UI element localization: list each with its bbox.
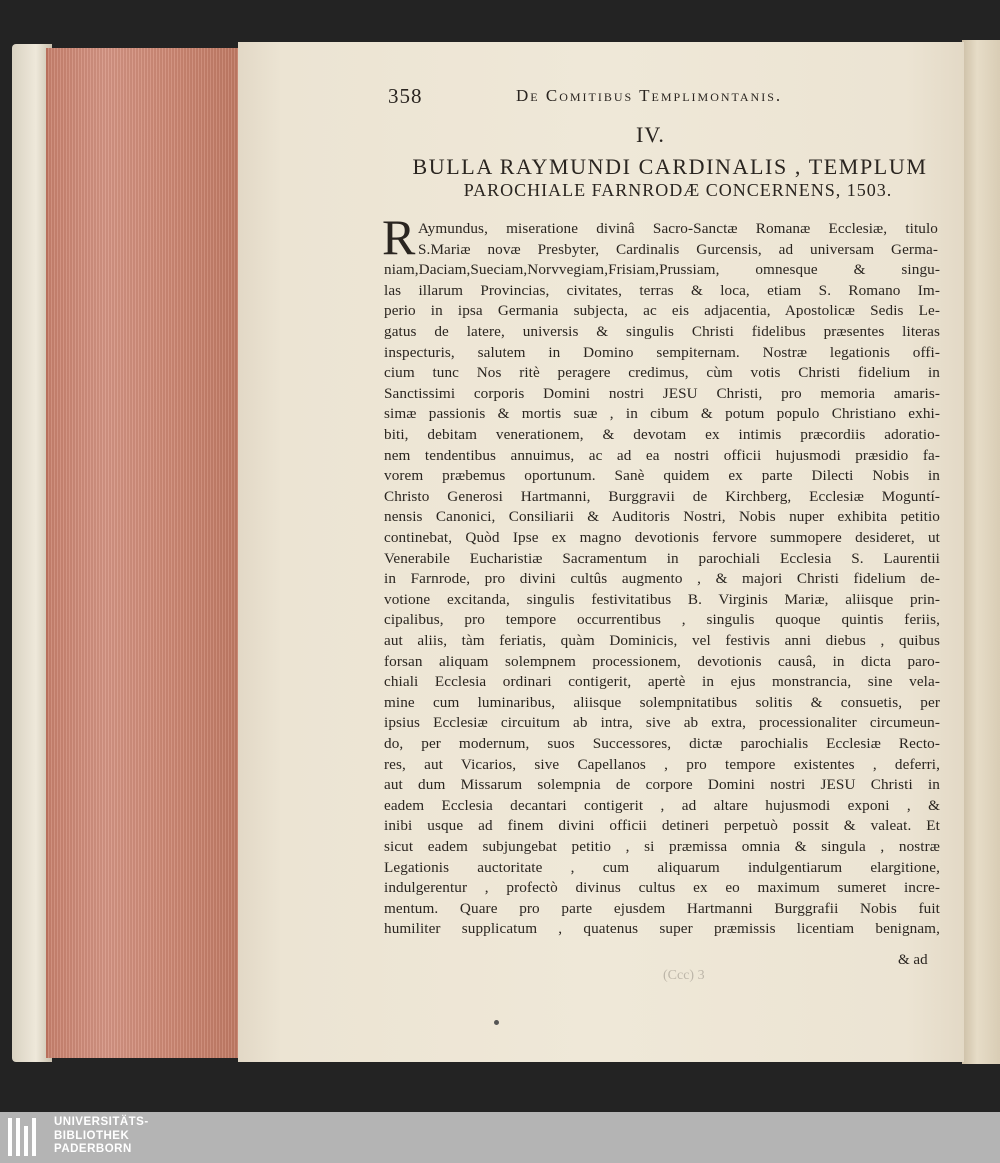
text-line: Christo Generosi Hartmanni, Burggravii de Kirchberg, Ecclesiæ Moguntí- [384,487,940,505]
facing-page-edge [962,40,1000,1064]
running-title: De Comitibus Templimontanis. [516,86,783,105]
signature-mark: (Ccc) 3 [663,968,705,983]
text-line: Aymundus, miseratione divinâ Sacro-Sanctæ Romanæ Ecclesiæ, titulo [418,220,938,237]
text-line: Legationis auctoritate , cum aliquarum indulgentiarum elargitione, [384,858,940,876]
text-line: perio in ipsa Germania subjecta, ac eis adjacentia, Apostolicæ Sedis Le- [384,302,940,320]
text-line: mine cum luminaribus, aliisque solempnitatibus solitis & consuetis, per [384,693,940,711]
text-line: in Farnrode, pro divini cultûs augmento , & majori Christi fidelium de- [384,570,940,588]
text-line: nem tendentibus annuimus, ac ad ea nostri officii hujusmodi præsidio fa- [384,446,940,464]
drop-cap: R [382,209,416,265]
text-line: indulgerentur , profectò divinus cultus ex eo maximum sumeret incre- [384,879,940,897]
text-line: aut dum Missarum solempnia de corpore Domini nostri JESU Christi in [384,776,940,794]
text-line: do, per modernum, suos Successores, dictæ parochialis Ecclesiæ Recto- [384,735,940,752]
text-line: inspecturis, salutem in Domino sempiternam. Nostræ legationis offi- [384,343,940,361]
text-line: continebat, Quòd Ipse ex magno devotionis fervore summopere desideret, ut [384,529,940,546]
library-logo-icon [8,1118,44,1156]
text-line: vorem præbemus oportunum. Sanè quidem ex parte Dilecti Nobis in [384,467,940,485]
text-line: aut aliis, tàm feriatis, quàm Dominicis, vel festivis anni diebus , quibus [384,632,940,649]
text-line: niam,Daciam,Sueciam,Norvvegiam,Frisiam,Prussiam, omnesque & singu- [384,261,940,279]
catchword: & ad [898,952,928,968]
text-line: ipsius Ecclesiæ circuitum ab intra, sive ab extra, processionaliter circumeun- [384,714,940,732]
text-line: mentum. Quare pro parte ejusdem Hartmanni Burggrafii Nobis fuit [384,899,940,917]
text-line: chiali Ecclesia ordinari contigerit, apertè in ejus monstrancia, sine vela- [384,673,940,691]
body-text [238,42,964,1002]
text-line: biti, debitam venerationem, & devotam ex intimis præcordiis adoratio- [384,426,940,443]
text-line: S.Mariæ novæ Presbyter, Cardinalis Gurcensis, ad universam Germa- [418,240,938,258]
page-number: 358 [388,84,423,108]
library-name-line: UNIVERSITÄTS- [54,1116,149,1128]
section-number: IV. [636,122,665,147]
library-footer-bar [0,1112,1000,1163]
text-line: Sanctissimi corporis Domini nostri JESU Christi, pro memoria amaris- [384,384,940,402]
library-name [54,1116,149,1157]
text-line: Venerabile Eucharistiæ Sacramentum in parochiali Ecclesia S. Laurentii [384,549,940,567]
library-name-line: PADERBORN [54,1143,132,1155]
text-line: las illarum Provincias, civitates, terras & loca, etiam S. Romano Im- [384,281,940,299]
text-line: cium tunc Nos ritè peragere credimus, cùm votis Christi fidelium in [384,364,940,382]
text-line: inibi usque ad finem divini officii detineri perpetuò possit & valeat. Et [384,817,940,835]
document-subheading: PAROCHIALE FARNRODÆ CONCERNENS, 1503. [463,180,893,200]
text-line: nensis Canonici, Consiliarii & Auditoris Nostri, Nobis nuper exhibita petitio [384,508,940,526]
text-line: sicut eadem subjungebat petitio , si præmissa omnia & singula , nostræ [384,838,940,855]
library-name-line: BIBLIOTHEK [54,1129,130,1142]
text-line: eadem Ecclesia decantari contigerit , ad altare hujusmodi exponi , & [384,796,940,814]
text-line: simæ passionis & mortis suæ , in cibum & potum populo Christiano exhi- [384,405,940,423]
text-line: gatus de latere, universis & singulis Christi fidelibus præsentes literas [384,323,940,340]
text-line: votione excitanda, singulis festivitatibus B. Virginis Mariæ, aliisque prin- [384,590,940,608]
page-block-fore-edge [46,48,240,1058]
text-line: cipalibus, pro tempore occurrentibus , singulis quoque quintis feriis, [384,611,940,629]
document-heading: BULLA RAYMUNDI CARDINALIS , TEMPLUM [412,154,928,179]
page-speck [494,1020,499,1025]
text-line: res, aut Vicarios, sive Capellanos , pro tempore existentes , deferri, [384,755,940,773]
text-line: forsan aliquam solempnem processionem, devotionis causâ, in dicta paro- [384,652,940,670]
text-line: humiliter supplicatum , quatenus super præmissis licentiam benignam, [384,920,940,938]
book-page [238,42,964,1062]
